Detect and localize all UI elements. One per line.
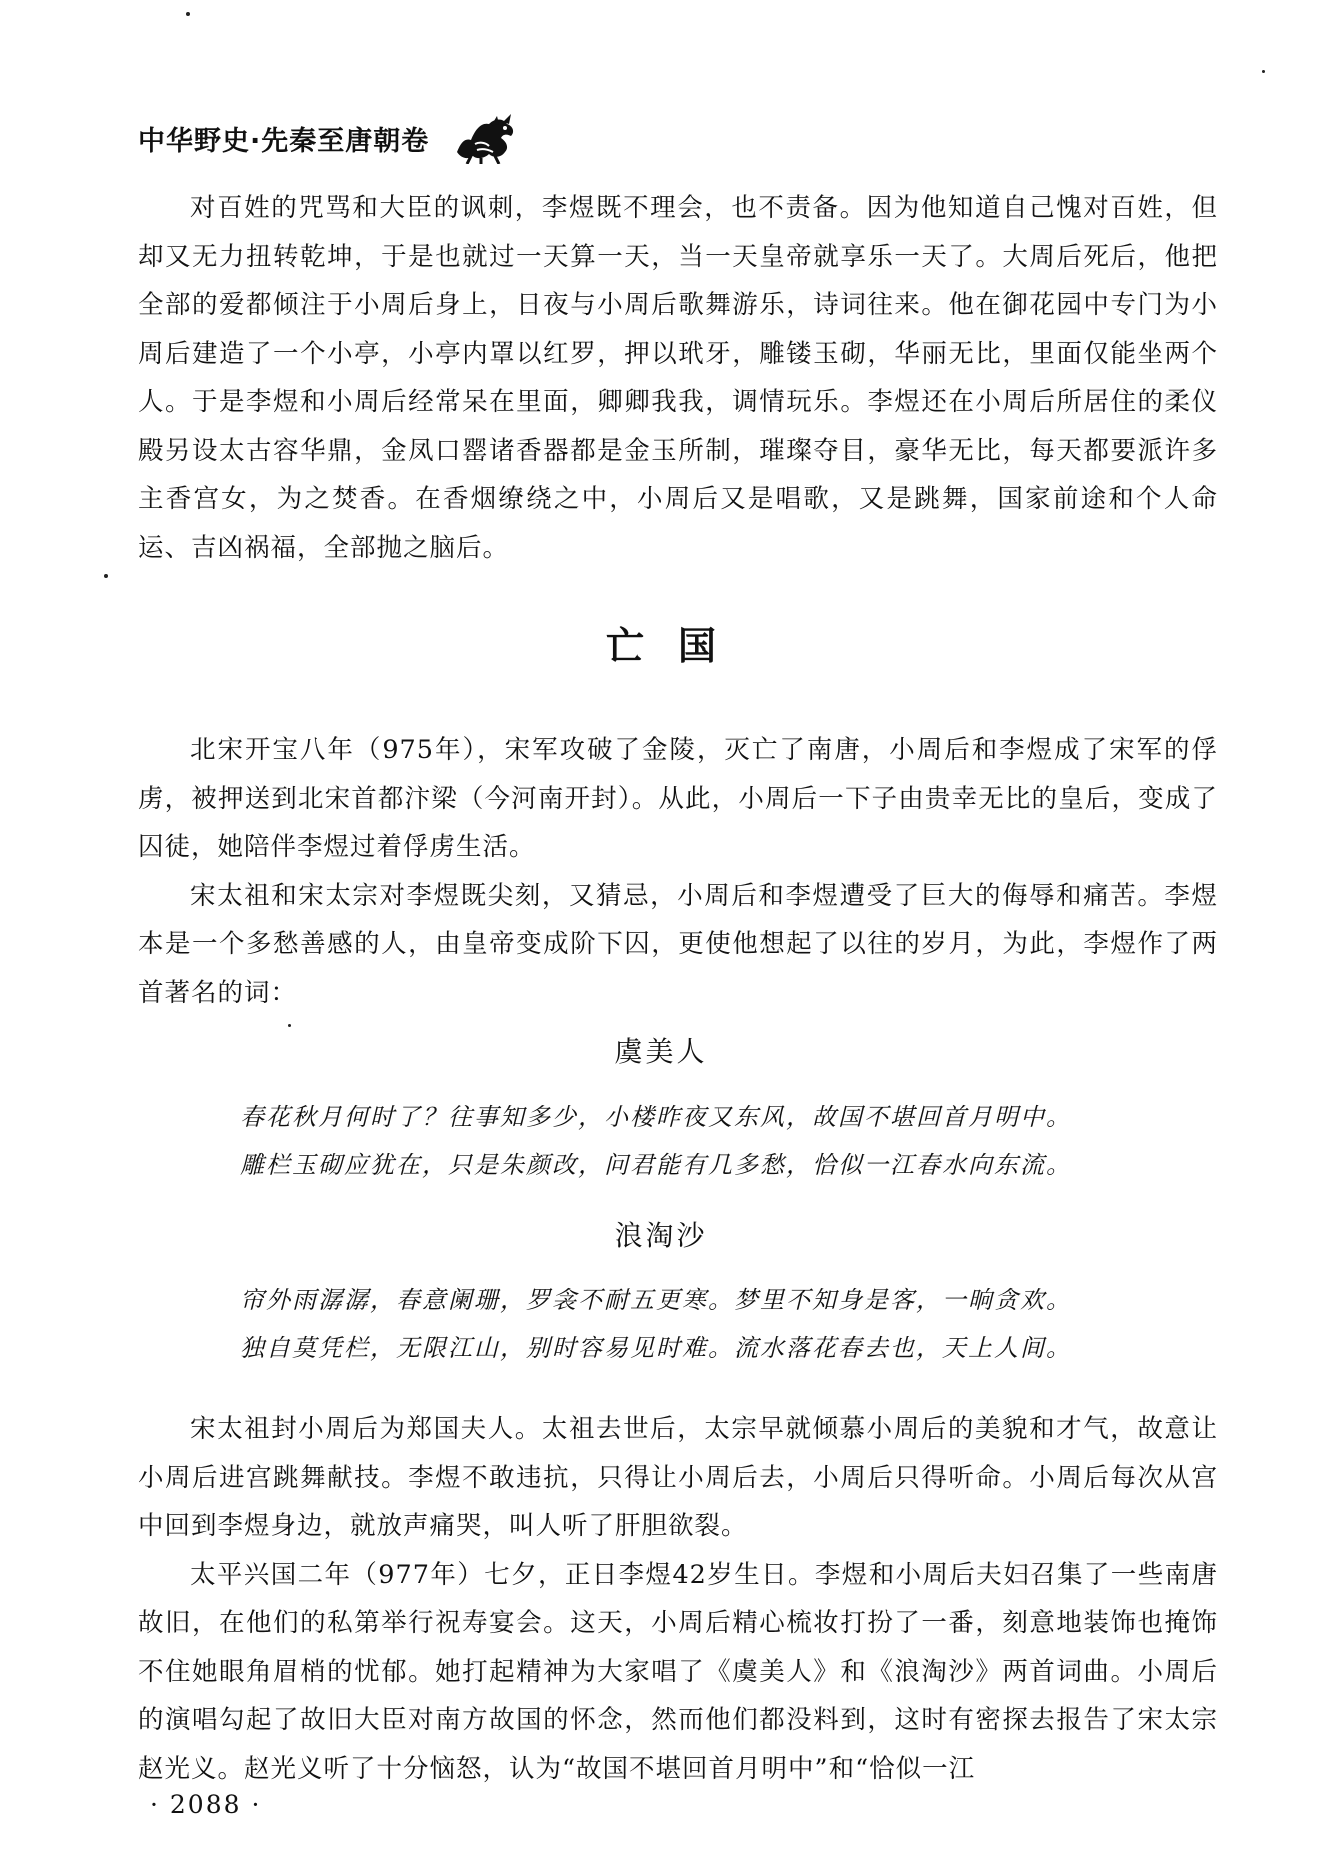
- scan-speck: [104, 574, 108, 578]
- running-title: 中华野史·先秦至唐朝卷: [138, 125, 430, 157]
- page-number: · 2088 ·: [150, 1790, 262, 1819]
- running-header: [138, 112, 519, 164]
- closing-paragraph: 太平兴国二年（977年）七夕，正日李煜42岁生日。李煜和小周后夫妇召集了一些南唐故旧，在他们的私第举行祝寿宴会。这天，小周后精心梳妆打扮了一番，刻意地装饰也掩饰不住她眼角眉梢的忧郁。她打起精神为大家唱了《虞美人》和《浪淘沙》两首词曲。小周后的演唱勾起了故旧大臣对南方故国的怀念，然而他们都没料到，这时有密探去报告了宋太宗赵光义。赵光义听了十分恼怒，认为“故国不堪回首月明中”和“恰似一江: [138, 1559, 1218, 1784]
- closing-paragraph: 宋太祖封小周后为郑国夫人。太祖去世后，太宗早就倾慕小周后的美貌和才气，故意让小周后进宫跳舞献技。李煜不敢违抗，只得让小周后去，小周后只得听命。小周后每次从宫中回到李煜身边，就放声痛哭，叫人听了肝胆欲裂。: [138, 1414, 1218, 1541]
- poem-title: 虞美人: [614, 1035, 708, 1068]
- section-text: [138, 726, 1218, 1017]
- section-paragraph: 宋太祖和宋太宗对李煜既尖刻，又猜忌，小周后和李煜遭受了巨大的侮辱和痛苦。李煜本是一个多愁善感的人，由皇帝变成阶下囚，更使他想起了以往的岁月，为此，李煜作了两首著名的词：: [138, 880, 1218, 1008]
- poem-title: 浪淘沙: [614, 1219, 708, 1252]
- intro-text: [138, 184, 1218, 572]
- scan-speck: [1262, 70, 1265, 73]
- poem-line: 雕栏玉砌应犹在，只是朱颜改，问君能有几多愁，恰似一江春水向东流。: [240, 1151, 1072, 1179]
- dragon-icon: [451, 112, 519, 164]
- poem-line: 独自莫凭栏，无限江山，别时容易见时难。流水落花春去也，天上人间。: [240, 1334, 1072, 1362]
- poem-line: 帘外雨潺潺，春意阑珊，罗衾不耐五更寒。梦里不知身是客，一晌贪欢。: [240, 1286, 1072, 1314]
- intro-paragraph: 对百姓的咒骂和大臣的讽刺，李煜既不理会，也不责备。因为他知道自己愧对百姓，但却又无力扭转乾坤，于是也就过一天算一天，当一天皇帝就享乐一天了。大周后死后，他把全部的爱都倾注于小周后身上，日夜与小周后歌舞游乐，诗词往来。他在御花园中专门为小周后建造了一个小亭，小亭内罩以红罗，押以玳牙，雕镂玉砌，华丽无比，里面仅能坐两个人。于是李煜和小周后经常呆在里面，卿卿我我，调情玩乐。李煜还在小周后所居住的柔仪殿另设太古容华鼎，金凤口罂诸香器都是金玉所制，璀璨夺目，豪华无比，每天都要派许多主香宫女，为之焚香。在香烟缭绕之中，小周后又是唱歌，又是跳舞，国家前途和个人命运、吉凶祸福，全部抛之脑后。: [138, 193, 1218, 563]
- poem-line: 春花秋月何时了？往事知多少，小楼昨夜又东风，故国不堪回首月明中。: [240, 1103, 1072, 1131]
- section-title: 亡国: [605, 624, 750, 668]
- scan-speck: [186, 12, 190, 16]
- scan-speck: [288, 1024, 291, 1027]
- section-paragraph: 北宋开宝八年（975年），宋军攻破了金陵，灭亡了南唐，小周后和李煜成了宋军的俘虏，被押送到北宋首都汴梁（今河南开封）。从此，小周后一下子由贵幸无比的皇后，变成了囚徒，她陪伴李煜过着俘虏生活。: [138, 735, 1218, 862]
- closing-text: [138, 1405, 1218, 1793]
